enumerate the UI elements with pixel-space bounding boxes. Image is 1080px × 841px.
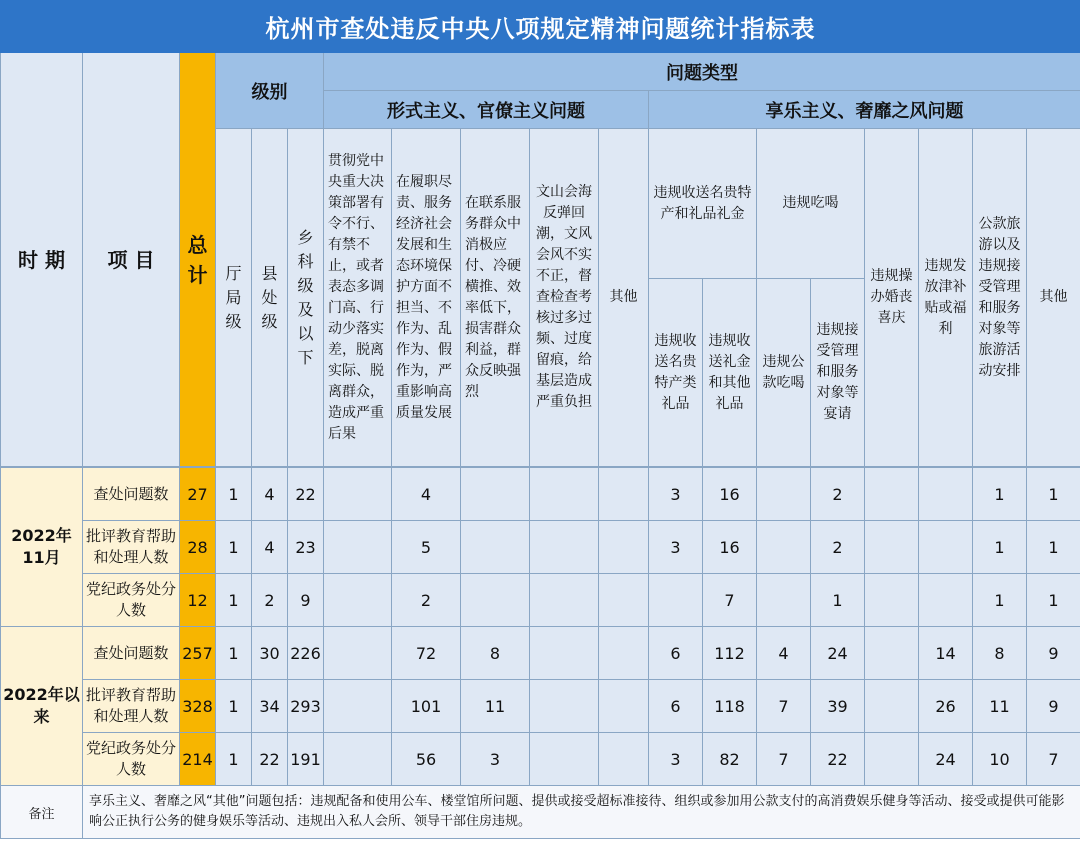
- value-cell: 1: [1027, 574, 1080, 627]
- row-item-label: 批评教育帮助和处理人数: [83, 521, 180, 574]
- value-cell: 24: [811, 627, 865, 680]
- value-cell: 1: [1027, 468, 1080, 521]
- value-cell: [599, 521, 649, 574]
- hedonism-col-cash-gift: 违规收送礼金和其他礼品: [703, 279, 757, 467]
- value-cell: 2: [811, 468, 865, 521]
- table-row: [1, 468, 1080, 521]
- row-item-label: 查处问题数: [83, 627, 180, 680]
- level-xiang: 乡科级及以下: [288, 129, 324, 467]
- value-cell: 3: [461, 733, 530, 786]
- value-cell: 6: [649, 627, 703, 680]
- value-cell: 1: [216, 574, 252, 627]
- value-cell: 3: [649, 468, 703, 521]
- value-cell: [530, 574, 599, 627]
- value-cell: [865, 468, 919, 521]
- value-cell: [599, 468, 649, 521]
- value-cell: [530, 468, 599, 521]
- value-cell: 11: [461, 680, 530, 733]
- value-cell: [461, 521, 530, 574]
- value-cell: 24: [919, 733, 973, 786]
- table-row: [1, 627, 1080, 680]
- hedonism-col-other: 其他: [1027, 129, 1080, 467]
- value-cell: 1: [216, 627, 252, 680]
- value-cell: 22: [252, 733, 288, 786]
- hedonism-col-travel: 公款旅游以及违规接受管理和服务对象等旅游活动安排: [973, 129, 1027, 467]
- row-total: 257: [180, 627, 216, 680]
- value-cell: 2: [392, 574, 461, 627]
- table-row: [1, 574, 1080, 627]
- row-total: 12: [180, 574, 216, 627]
- period-label: 2022年以来: [1, 627, 83, 786]
- value-cell: [919, 468, 973, 521]
- value-cell: 7: [703, 574, 757, 627]
- value-cell: [757, 521, 811, 574]
- value-cell: 39: [811, 680, 865, 733]
- value-cell: [599, 574, 649, 627]
- value-cell: 1: [216, 468, 252, 521]
- value-cell: 3: [649, 733, 703, 786]
- hedonism-col-specialty: 违规收送名贵特产类礼品: [649, 279, 703, 467]
- value-cell: [599, 680, 649, 733]
- value-cell: 30: [252, 627, 288, 680]
- value-cell: 7: [1027, 733, 1080, 786]
- value-cell: [324, 627, 392, 680]
- formalism-col-1: 贯彻党中央重大决策部署有令不行、有禁不止，或者表态多调门高、行动少落实差，脱离实际、脱离群众，造成严重后果: [324, 129, 392, 467]
- value-cell: [865, 574, 919, 627]
- value-cell: 4: [252, 521, 288, 574]
- value-cell: 4: [252, 468, 288, 521]
- period-header: 时 期: [1, 53, 83, 467]
- hedonism-col-wedding: 违规操办婚丧喜庆: [865, 129, 919, 467]
- value-cell: [461, 574, 530, 627]
- value-cell: 1: [973, 521, 1027, 574]
- value-cell: [324, 521, 392, 574]
- value-cell: 8: [461, 627, 530, 680]
- value-cell: [324, 680, 392, 733]
- table-row: [1, 521, 1080, 574]
- value-cell: [919, 521, 973, 574]
- value-cell: 5: [392, 521, 461, 574]
- value-cell: [530, 680, 599, 733]
- value-cell: 7: [757, 733, 811, 786]
- value-cell: 1: [811, 574, 865, 627]
- value-cell: 112: [703, 627, 757, 680]
- level-header: 级别: [216, 53, 324, 129]
- row-item-label: 党纪政务处分人数: [83, 733, 180, 786]
- value-cell: [865, 733, 919, 786]
- row-total: 27: [180, 468, 216, 521]
- note-label: 备注: [1, 786, 83, 839]
- value-cell: [599, 627, 649, 680]
- value-cell: [530, 627, 599, 680]
- value-cell: 293: [288, 680, 324, 733]
- value-cell: 14: [919, 627, 973, 680]
- value-cell: 9: [288, 574, 324, 627]
- value-cell: 1: [1027, 521, 1080, 574]
- hedonism-col-allowance: 违规发放津补贴或福利: [919, 129, 973, 467]
- value-cell: 2: [252, 574, 288, 627]
- value-cell: [530, 733, 599, 786]
- value-cell: 2: [811, 521, 865, 574]
- table-row: [1, 733, 1080, 786]
- value-cell: 9: [1027, 680, 1080, 733]
- value-cell: 1: [216, 733, 252, 786]
- value-cell: 7: [757, 680, 811, 733]
- value-cell: 101: [392, 680, 461, 733]
- value-cell: [530, 521, 599, 574]
- value-cell: 191: [288, 733, 324, 786]
- total-header: 总计: [180, 53, 216, 467]
- formalism-col-4: 文山会海反弹回潮，文风会风不实不正，督查检查考核过多过频、过度留痕，给基层造成严重负担: [530, 129, 599, 467]
- formalism-col-2: 在履职尽责、服务经济社会发展和生态环境保护方面不担当、不作为、乱作为、假作为，严重影响高质量发展: [392, 129, 461, 467]
- gift-group-header: 违规收送名贵特产和礼品礼金: [649, 129, 757, 279]
- value-cell: 4: [392, 468, 461, 521]
- value-cell: 1: [216, 680, 252, 733]
- formalism-col-other: 其他: [599, 129, 649, 467]
- row-item-label: 批评教育帮助和处理人数: [83, 680, 180, 733]
- level-xian: 县处级: [252, 129, 288, 467]
- row-total: 328: [180, 680, 216, 733]
- value-cell: [461, 468, 530, 521]
- value-cell: [649, 574, 703, 627]
- value-cell: [324, 574, 392, 627]
- table-row: [1, 680, 1080, 733]
- value-cell: 8: [973, 627, 1027, 680]
- hedonism-col-public-meal: 违规公款吃喝: [757, 279, 811, 467]
- row-item-label: 查处问题数: [83, 468, 180, 521]
- value-cell: [757, 468, 811, 521]
- value-cell: 22: [811, 733, 865, 786]
- value-cell: 10: [973, 733, 1027, 786]
- level-ting: 厅局级: [216, 129, 252, 467]
- value-cell: 3: [649, 521, 703, 574]
- page-title: 杭州市查处违反中央八项规定精神问题统计指标表: [1, 1, 1080, 53]
- value-cell: [865, 521, 919, 574]
- value-cell: 1: [973, 574, 1027, 627]
- value-cell: 22: [288, 468, 324, 521]
- value-cell: 11: [973, 680, 1027, 733]
- eat-group-header: 违规吃喝: [757, 129, 865, 279]
- value-cell: [599, 733, 649, 786]
- value-cell: [865, 680, 919, 733]
- value-cell: 16: [703, 468, 757, 521]
- item-header: 项 目: [83, 53, 180, 467]
- value-cell: 4: [757, 627, 811, 680]
- value-cell: 72: [392, 627, 461, 680]
- period-label: 2022年11月: [1, 468, 83, 627]
- value-cell: 82: [703, 733, 757, 786]
- value-cell: 56: [392, 733, 461, 786]
- value-cell: 34: [252, 680, 288, 733]
- formalism-group-header: 形式主义、官僚主义问题: [324, 91, 649, 129]
- value-cell: 6: [649, 680, 703, 733]
- value-cell: 118: [703, 680, 757, 733]
- hedonism-col-banquet: 违规接受管理和服务对象等宴请: [811, 279, 865, 467]
- value-cell: [324, 733, 392, 786]
- value-cell: 26: [919, 680, 973, 733]
- row-total: 28: [180, 521, 216, 574]
- row-item-label: 党纪政务处分人数: [83, 574, 180, 627]
- value-cell: 9: [1027, 627, 1080, 680]
- row-total: 214: [180, 733, 216, 786]
- value-cell: 23: [288, 521, 324, 574]
- hedonism-group-header: 享乐主义、奢靡之风问题: [649, 91, 1080, 129]
- value-cell: [865, 627, 919, 680]
- value-cell: 1: [216, 521, 252, 574]
- note-text: 享乐主义、奢靡之风“其他”问题包括：违规配备和使用公车、楼堂馆所问题、提供或接受超标准接待、组织或参加用公款支付的高消费娱乐健身等活动、接受或提供可能影响公正执行公务的健身娱乐等活动、违规出入私人会所、领导干部住房违规。: [83, 786, 1080, 839]
- value-cell: [919, 574, 973, 627]
- formalism-col-3: 在联系服务群众中消极应付、冷硬横推、效率低下，损害群众利益，群众反映强烈: [461, 129, 530, 467]
- value-cell: 16: [703, 521, 757, 574]
- value-cell: 226: [288, 627, 324, 680]
- stats-body: [0, 467, 1080, 839]
- value-cell: 1: [973, 468, 1027, 521]
- value-cell: [757, 574, 811, 627]
- value-cell: [324, 468, 392, 521]
- problem-type-header: 问题类型: [324, 53, 1080, 91]
